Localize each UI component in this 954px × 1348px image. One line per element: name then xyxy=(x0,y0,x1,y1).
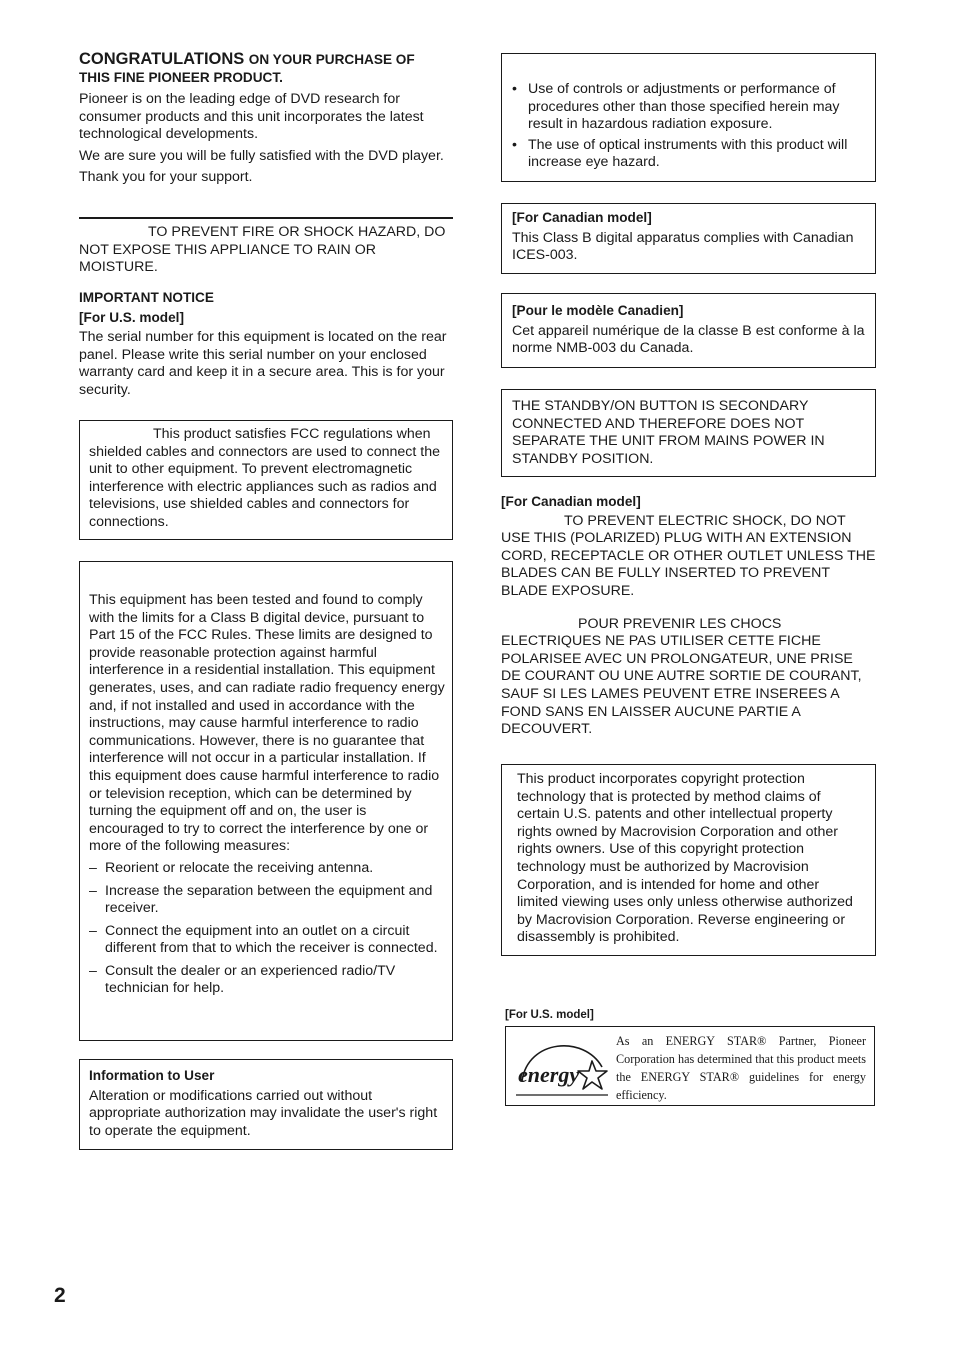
info-user-content xyxy=(89,1067,445,1140)
energy-star-logo-icon xyxy=(514,1033,610,1099)
energy-star-text: As an ENERGY STAR® Partner, Pioneer Corporation has determined that this product meets the ENERGY STAR® guidelines for energy efficiency. xyxy=(616,1034,866,1102)
canadian-plug-heading: [For Canadian model] xyxy=(501,494,641,509)
important-notice-heading: IMPORTANT NOTICE xyxy=(79,290,214,305)
class-b-box xyxy=(79,561,453,1041)
congrats-lead-big: CONGRATULATIONS xyxy=(79,50,245,68)
bullet-mark: • xyxy=(512,81,517,97)
macrovision-text: This product incorporates copyright protection technology that is protected by method claims of certain U.S. patents and other intellectual property rights owned by Macrovision Corporation and other rights owners. Use of this copyright protection technology must be authorized by Macrovision Corporation, and is intended for home and other limited viewing uses only unless otherwise authorized by Macrovision Corporation. Reverse engineering or disassembly is prohibited. xyxy=(517,771,853,946)
canadian-fr-heading: [Pour le modèle Canadien] xyxy=(512,303,684,318)
congrats-lead-small: ON YOUR PURCHASE OF xyxy=(248,52,415,67)
laser-item-text: Use of controls or adjustments or performance of procedures other than those specified herein may result in hazardous radiation exposure. xyxy=(528,81,840,133)
canadian-en-content xyxy=(512,209,868,265)
measure-text: Reorient or relocate the receiving antenna. xyxy=(105,859,374,876)
important-notice xyxy=(79,289,453,400)
list-item xyxy=(89,923,445,958)
standby-box xyxy=(501,389,876,477)
bullet-mark: • xyxy=(512,136,517,153)
standby-text: THE STANDBY/ON BUTTON IS SECONDARY CONNECTED AND THEREFORE DOES NOT SEPARATE THE UNIT FROM MAINS POWER IN STANDBY POSITION. xyxy=(512,398,825,467)
list-item xyxy=(89,883,445,918)
energy-star-model: [For U.S. model] xyxy=(505,1009,594,1021)
macrovision-box xyxy=(501,764,876,956)
congrats-body xyxy=(79,91,451,187)
class-b-content xyxy=(89,592,445,1003)
congrats-p2: We are sure you will be fully satisfied with the DVD player. xyxy=(79,147,444,164)
info-user-heading: Information to User xyxy=(89,1068,215,1083)
measure-text: Increase the separation between the equipment and receiver. xyxy=(105,882,433,917)
page-number: 2 xyxy=(54,1284,66,1307)
dash-mark: – xyxy=(89,882,97,899)
important-notice-model: [For U.S. model] xyxy=(79,309,184,325)
congrats-line2: THIS FINE PIONEER PRODUCT. xyxy=(79,70,283,85)
canadian-fr-content xyxy=(512,302,868,358)
info-user-box xyxy=(79,1059,453,1150)
dash-mark: – xyxy=(89,859,97,876)
canadian-plug-en: TO PREVENT ELECTRIC SHOCK, DO NOT USE THIS (POLARIZED) PLUG WITH AN EXTENSION CORD, RECEPTACLE OR OTHER OUTLET UNLESS THE BLADES CAN BE FULLY INSERTED TO PREVENT BLADE EXPOSURE. xyxy=(501,512,876,599)
canadian-fr-box xyxy=(501,293,876,368)
list-item xyxy=(512,81,868,134)
class-b-measures xyxy=(89,860,445,998)
dash-mark: – xyxy=(89,962,97,979)
dash-mark: – xyxy=(89,922,97,939)
class-b-intro: This equipment has been tested and found to comply with the limits for a Class B digital device, pursuant to Part 15 of the FCC Rules. These limits are designed to provide reasonable protection against harmful interference in a residential installation. This equipment generates, uses, and can radiate radio frequency energy and, if not installed and used in accordance with the instructions, may cause harmful interference to radio communications. However, there is no guarantee that interference will not occur in a particular installation. If this equipment does cause harmful interference to radio or television reception, which can be determined by turning the equipment off and on, the user is encouraged to try to correct the interference by one or more of the following measures: xyxy=(89,592,445,855)
canadian-plug-fr: POUR PREVENIR LES CHOCS ELECTRIQUES NE PAS UTILISER CETTE FICHE POLARISEE AVEC UN PROLONGATEUR, UNE PRISE DE COURANT OU UNE AUTRE SORTIE DE COURANT, SAUF SI LES LAMES PEUVENT ETRE INSEREES A FOND SANS EN LAISSER AUCUNE PARTIE A DECOUVERT. xyxy=(501,615,862,738)
laser-box xyxy=(501,53,876,182)
laser-list xyxy=(512,81,868,175)
section-divider xyxy=(79,217,453,219)
measure-text: Connect the equipment into an outlet on a circuit different from that to which the receiver is connected. xyxy=(105,922,438,957)
canadian-fr-text: Cet appareil numérique de la classe B est conforme à la norme NMB-003 du Canada. xyxy=(512,322,865,357)
fcc-box-text: This product satisfies FCC regulations when shielded cables and connectors are used to connect the unit to other equipment. To prevent electromagnetic interference with electric appliances such as radios and televisions, use shielded cables and connectors for connections. xyxy=(89,426,440,530)
canadian-en-box xyxy=(501,203,876,274)
info-user-text: Alteration or modifications carried out without appropriate authorization may invalidate the user's right to operate the equipment. xyxy=(89,1087,438,1139)
important-notice-text: The serial number for this equipment is located on the rear panel. Please write this serial number on your enclosed warranty card and keep it in a secure area. This is for your security. xyxy=(79,329,447,398)
list-item xyxy=(89,860,445,878)
canadian-plug xyxy=(501,493,876,739)
energy-logo-script: energy xyxy=(518,1062,580,1087)
canadian-en-text: This Class B digital apparatus complies with Canadian ICES-003. xyxy=(512,229,854,264)
fcc-box xyxy=(79,420,453,540)
list-item xyxy=(89,963,445,998)
congrats-p1: Pioneer is on the leading edge of DVD research for consumer products and this unit incorporates the latest technological developments. xyxy=(79,91,424,143)
congratulations-heading xyxy=(79,50,459,86)
fire-warning: TO PREVENT FIRE OR SHOCK HAZARD, DO NOT EXPOSE THIS APPLIANCE TO RAIN OR MOISTURE. xyxy=(79,224,446,276)
list-item xyxy=(512,137,868,172)
energy-star-box xyxy=(505,1026,875,1106)
measure-text: Consult the dealer or an experienced radio/TV technician for help. xyxy=(105,962,396,997)
laser-item-text: The use of optical instruments with this product will increase eye hazard. xyxy=(528,136,848,171)
congrats-p3: Thank you for your support. xyxy=(79,169,253,186)
canadian-en-heading: [For Canadian model] xyxy=(512,210,652,225)
